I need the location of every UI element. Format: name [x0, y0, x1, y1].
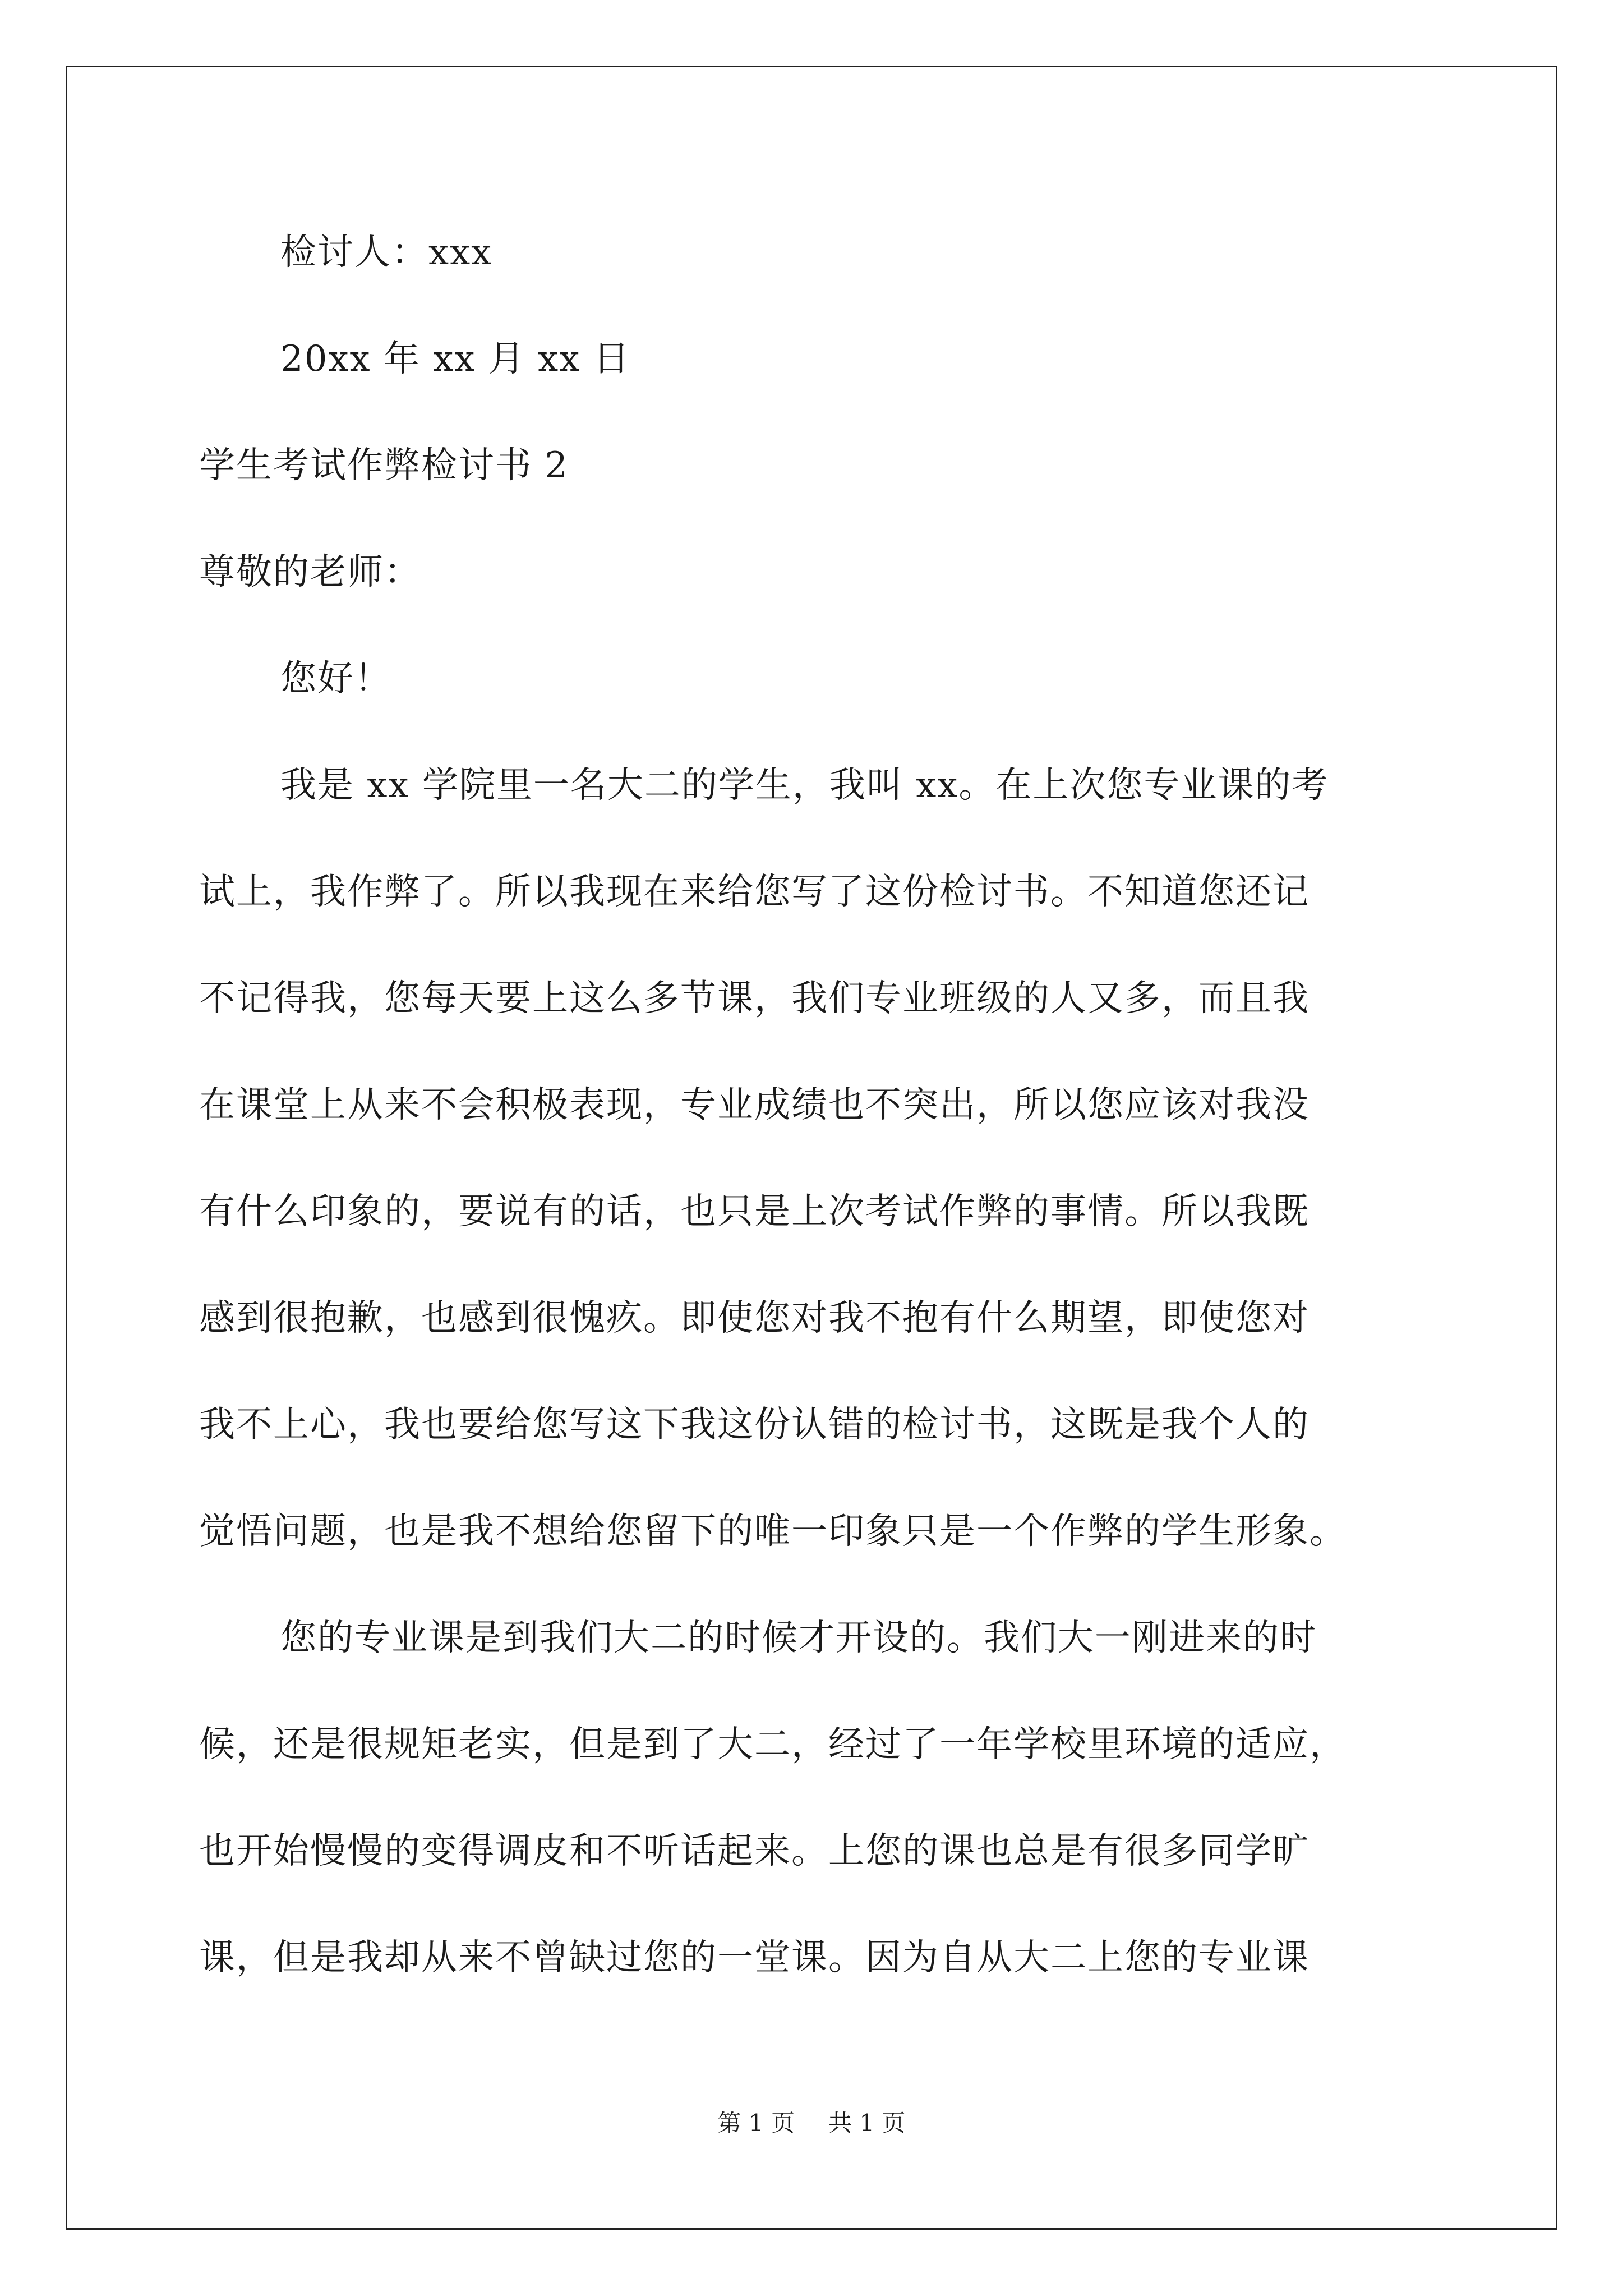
greeting: 您好！ — [280, 658, 391, 700]
paragraph-line: 也开始慢慢的变得调皮和不听话起来。上您的课也总是有很多同学旷 — [199, 1830, 1310, 1872]
paragraph-line: 觉悟问题，也是我不想给您留下的唯一印象只是一个作弊的学生形象。 — [199, 1511, 1347, 1552]
salutation: 尊敬的老师： — [199, 551, 421, 593]
paragraph-line: 我是 xx 学院里一名大二的学生，我叫 xx。在上次您专业课的考 — [280, 765, 1329, 806]
letter-title: 学生考试作弊检讨书 2 — [199, 445, 569, 486]
paragraph-line: 我不上心，我也要给您写这下我这份认错的检讨书，这既是我个人的 — [199, 1404, 1310, 1446]
paragraph-line: 试上，我作弊了。所以我现在来给您写了这份检讨书。不知道您还记 — [199, 871, 1310, 913]
paragraph-line: 您的专业课是到我们大二的时候才开设的。我们大一刚进来的时 — [280, 1617, 1317, 1659]
paragraph-line: 感到很抱歉，也感到很愧疚。即使您对我不抱有什么期望，即使您对 — [199, 1297, 1310, 1339]
page-number: 第 1 页 — [717, 2109, 795, 2137]
page-border — [66, 66, 1557, 2230]
page-total: 共 1 页 — [828, 2109, 906, 2137]
reviewer-signature: 检讨人：xxx — [280, 232, 493, 273]
paragraph-line: 有什么印象的，要说有的话，也只是上次考试作弊的事情。所以我既 — [199, 1191, 1310, 1232]
paragraph-line: 不记得我，您每天要上这么多节课，我们专业班级的人又多，而且我 — [199, 978, 1310, 1019]
paragraph-line: 课，但是我却从来不曾缺过您的一堂课。因为自从大二上您的专业课 — [199, 1937, 1310, 1978]
paragraph-line: 候，还是很规矩老实，但是到了大二，经过了一年学校里环境的适应， — [199, 1724, 1347, 1765]
paragraph-line: 在课堂上从来不会积极表现，专业成绩也不突出，所以您应该对我没 — [199, 1084, 1310, 1126]
page-footer — [0, 2106, 1623, 2140]
signature-date: 20xx 年 xx 月 xx 日 — [280, 338, 630, 380]
